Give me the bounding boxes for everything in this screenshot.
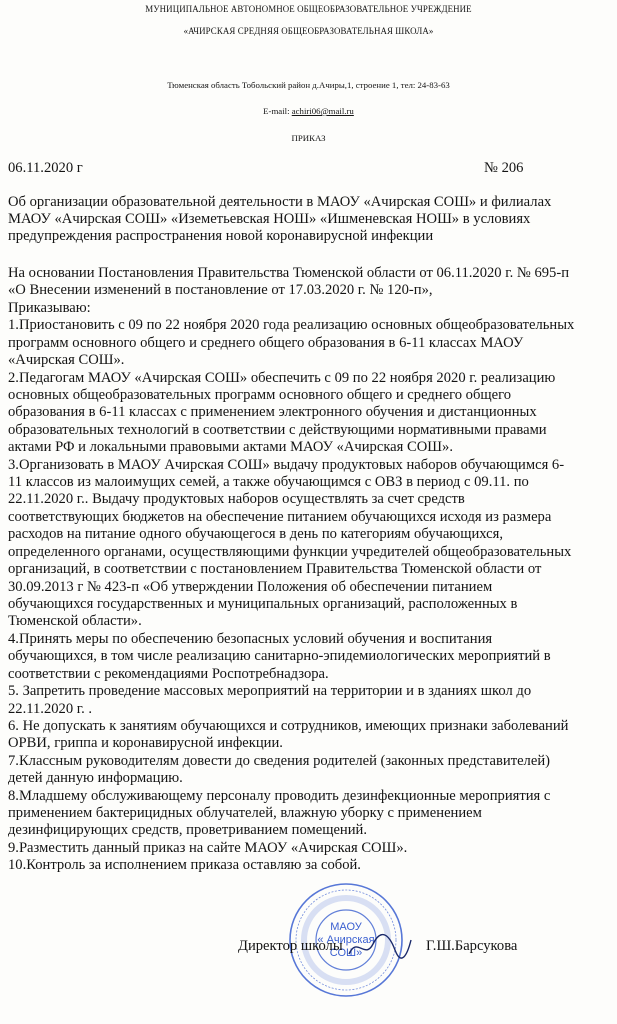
signature-role: Директор школы bbox=[238, 938, 343, 954]
body-line: 9.Разместить данный приказ на сайте МАОУ «Ачирская СОШ». bbox=[8, 839, 408, 856]
body-line: Приказываю: bbox=[8, 299, 91, 316]
body-line: 4.Принять меры по обеспечению безопасных условий обучения и воспитания bbox=[8, 630, 493, 647]
header-line-2: «АЧИРСКАЯ СРЕДНЯЯ ОБЩЕОБРАЗОВАТЕЛЬНАЯ ШКОЛА» bbox=[183, 26, 434, 36]
body-line: 3.Организовать в МАОУ Ачирская СОШ» выдачу продуктовых наборов обучающимся 6- bbox=[8, 456, 565, 473]
doc-type: ПРИКАЗ bbox=[291, 133, 326, 143]
title-line: Об организации образовательной деятельности в МАОУ «Ачирская СОШ» и филиалах bbox=[8, 194, 552, 210]
title-line: МАОУ «Ачирская СОШ» «Иземетьевская НОШ» «Ишменевская НОШ» в условиях bbox=[8, 211, 531, 228]
body-line: На основании Постановления Правительства Тюменской области от 06.11.2020 г. № 695-п bbox=[8, 265, 570, 281]
body-line: детей данную информацию. bbox=[8, 770, 183, 787]
body-line: «О Внесении изменений в постановление от 17.03.2020 г. № 120-п», bbox=[8, 282, 433, 299]
body-line: актами РФ и локальными правовыми актами МАОУ «Ачирская СОШ». bbox=[8, 439, 453, 456]
seal-text-1: МАОУ bbox=[330, 921, 362, 933]
email-link[interactable]: achiri06@mail.ru bbox=[291, 106, 354, 116]
body-line: 1.Приостановить с 09 по 22 ноября 2020 года реализацию основных общеобразовательных bbox=[8, 317, 575, 334]
body-line: программ основного общего и среднего общего образования в 6-11 классах МАОУ bbox=[8, 334, 524, 351]
body-line: 8.Младшему обслуживающему персоналу проводить дезинфекционные мероприятия с bbox=[8, 787, 551, 804]
signature-mark bbox=[345, 930, 415, 964]
body-line: соответствии с рекомендациями Роспотребнадзора. bbox=[8, 665, 329, 682]
body-line: 7.Классным руководителям довести до сведения родителей (законных представителей) bbox=[8, 752, 550, 769]
body-line: соответствующих бюджетов на обеспечение питанием обучающихся исходя из размера bbox=[8, 508, 552, 525]
body-line: образования в 6-11 классах с применением электронного обучения и дистанционных bbox=[8, 404, 537, 421]
body-line: обучающихся, в том числе реализацию санитарно-эпидемиологических мероприятий в bbox=[8, 648, 551, 665]
order-number: № 206 bbox=[484, 160, 524, 176]
order-date: 06.11.2020 г bbox=[8, 160, 83, 176]
body-line: дезинфицирующих средств, проветриванием помещений. bbox=[8, 822, 368, 839]
seal-text-2: « Ачирская bbox=[317, 934, 375, 946]
body-line: расходов на питание одного обучающегося в день по категориям обучающихся, bbox=[8, 526, 503, 543]
body-line: организаций, в соответствии с постановлением Правительства Тюменской области от bbox=[8, 561, 542, 578]
body-line: определенного органами, осуществляющими функции учредителей общеобразовательных bbox=[8, 543, 572, 560]
body-line: основных общеобразовательных программ основного общего и среднего общего bbox=[8, 386, 512, 403]
signature-name: Г.Ш.Барсукова bbox=[426, 938, 518, 954]
header-line-1: МУНИЦИПАЛЬНОЕ АВТОНОМНОЕ ОБЩЕОБРАЗОВАТЕЛЬНОЕ УЧРЕЖДЕНИЕ bbox=[145, 4, 472, 14]
body-line: обучающихся государственных и муниципальных организаций, расположенных в bbox=[8, 595, 518, 612]
body-line: 10.Контроль за исполнением приказа оставляю за собой. bbox=[8, 857, 361, 874]
body-line: Тюменской области». bbox=[8, 613, 142, 630]
title-line: предупреждения распространения новой коронавирусной инфекции bbox=[8, 228, 434, 245]
body-line: 22.11.2020 г.. Выдачу продуктовых наборов осуществлять за счет средств bbox=[8, 491, 465, 508]
body-line: 30.09.2013 г № 423-п «Об утверждении Положения об обеспечении питанием bbox=[8, 578, 493, 595]
body-line: ОРВИ, гриппа и коронавирусной инфекции. bbox=[8, 735, 283, 752]
body-line: применением бактерицидных облучателей, влажную уборку с применением bbox=[8, 805, 482, 822]
body-line: 2.Педагогам МАОУ «Ачирская СОШ» обеспечить с 09 по 22 ноября 2020 г. реализацию bbox=[8, 369, 556, 386]
body-line: 5. Запретить проведение массовых мероприятий на территории и в зданиях школ до bbox=[8, 683, 532, 700]
body-line: «Ачирская СОШ». bbox=[8, 352, 125, 369]
body-line: 22.11.2020 г. . bbox=[8, 700, 93, 717]
body-line: 11 классов из малоимущих семей, а также обучающимся с ОВЗ в период с 09.11. по bbox=[8, 474, 529, 491]
body-line: 6. Не допускать к занятиям обучающихся и сотрудников, имеющих признаки заболеваний bbox=[8, 717, 569, 734]
email-label: E-mail: bbox=[263, 106, 292, 116]
email-line bbox=[0, 106, 617, 116]
address-line: Тюменская область Тобольский район д.Ачиры,1, строение 1, тел: 24-83-63 bbox=[167, 80, 450, 90]
body-line: образовательных технологий в соответствии с действующими нормативными правами bbox=[8, 421, 547, 438]
seal-text-3: СОШ» bbox=[329, 947, 363, 959]
